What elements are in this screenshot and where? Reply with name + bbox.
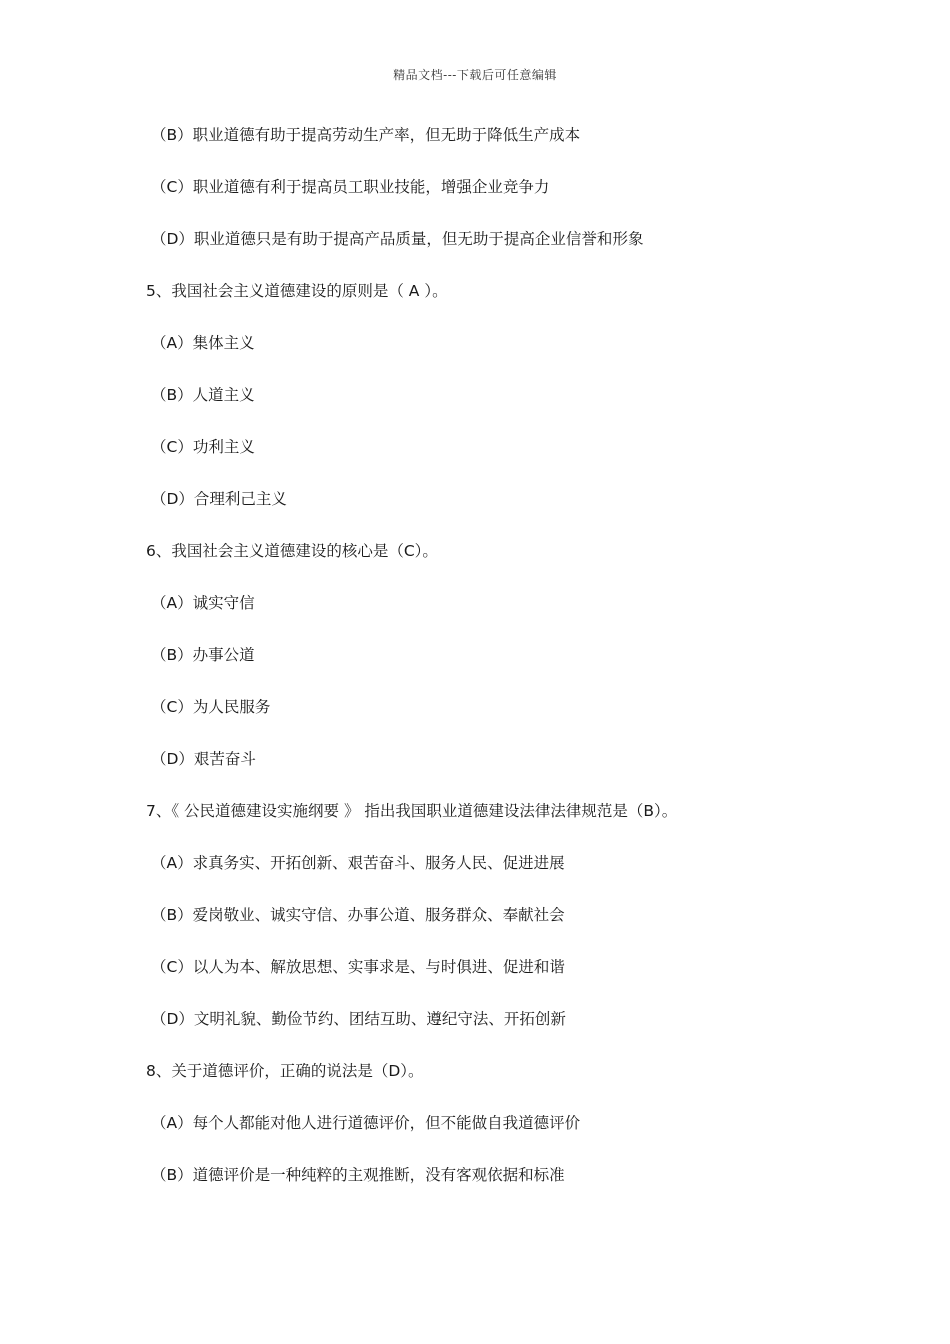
option-7d: （D）文明礼貌、勤俭节约、团结互助、遵纪守法、开拓创新 <box>151 1010 566 1028</box>
page-header: 精品文档---下载后可任意编辑 <box>393 68 557 82</box>
question-5: 5、我国社会主义道德建设的原则是（ A ）。 <box>146 282 448 300</box>
option-8a: （A）每个人都能对他人进行道德评价，但不能做自我道德评价 <box>151 1114 581 1132</box>
option-4d: （D）职业道德只是有助于提高产品质量，但无助于提高企业信誉和形象 <box>151 230 644 248</box>
option-6b: （B）办事公道 <box>151 646 255 664</box>
option-6c: （C）为人民服务 <box>151 698 271 716</box>
question-8: 8、关于道德评价，正确的说法是（D）。 <box>146 1062 424 1080</box>
question-6: 6、我国社会主义道德建设的核心是（C）。 <box>146 542 438 560</box>
option-7a: （A）求真务实、开拓创新、艰苦奋斗、服务人民、促进进展 <box>151 854 565 872</box>
option-6d: （D）艰苦奋斗 <box>151 750 256 768</box>
document-body <box>146 125 846 1217</box>
option-5b: （B）人道主义 <box>151 386 255 404</box>
option-7c: （C）以人为本、解放思想、实事求是、与时俱进、促进和谐 <box>151 958 565 976</box>
option-5d: （D）合理利己主义 <box>151 490 287 508</box>
option-7b: （B）爱岗敬业、诚实守信、办事公道、服务群众、奉献社会 <box>151 906 565 924</box>
option-5a: （A）集体主义 <box>151 334 255 352</box>
option-4b: （B）职业道德有助于提高劳动生产率，但无助于降低生产成本 <box>151 126 581 144</box>
option-8b: （B）道德评价是一种纯粹的主观推断，没有客观依据和标准 <box>151 1166 565 1184</box>
option-6a: （A）诚实守信 <box>151 594 255 612</box>
option-4c: （C）职业道德有利于提高员工职业技能，增强企业竞争力 <box>151 178 550 196</box>
question-7: 7、《 公民道德建设实施纲要 》 指出我国职业道德建设法律法律规范是（B）。 <box>146 802 678 820</box>
option-5c: （C）功利主义 <box>151 438 255 456</box>
